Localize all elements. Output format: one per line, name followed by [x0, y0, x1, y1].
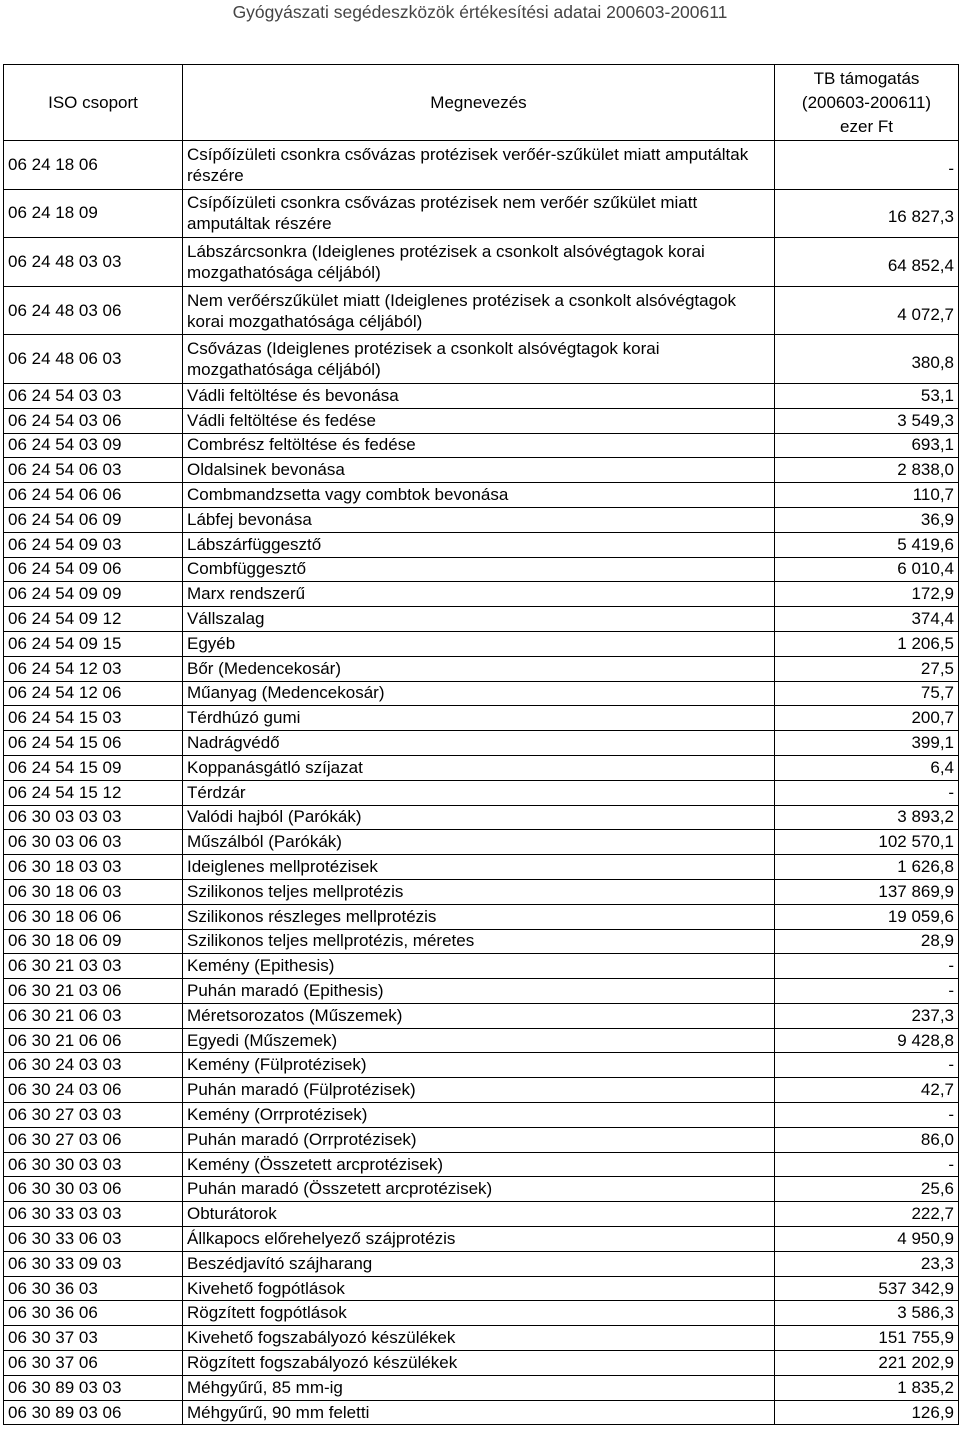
cell-name: Műszálból (Parókák) [183, 830, 775, 855]
cell-name: Bőr (Medencekosár) [183, 656, 775, 681]
header-name: Megnevezés [183, 65, 775, 141]
cell-value: 137 869,9 [775, 879, 959, 904]
table-row [4, 557, 959, 582]
page-title: Gyógyászati segédeszközök értékesítési adatai 200603-200611 [232, 2, 728, 22]
cell-name: Kivehető fogszabályozó készülékek [183, 1326, 775, 1351]
cell-value: - [775, 1103, 959, 1128]
cell-value: 5 419,6 [775, 532, 959, 557]
header-value [775, 65, 959, 141]
cell-value: 126,9 [775, 1400, 959, 1425]
cell-name: Puhán maradó (Összetett arcprotézisek) [183, 1177, 775, 1202]
cell-iso: 06 30 21 06 03 [4, 1003, 183, 1028]
table-row [4, 954, 959, 979]
cell-iso: 06 30 18 06 09 [4, 929, 183, 954]
cell-value: - [775, 1053, 959, 1078]
table-row [4, 532, 959, 557]
cell-name: Térdhúzó gumi [183, 706, 775, 731]
cell-value: 237,3 [775, 1003, 959, 1028]
cell-iso: 06 30 33 03 03 [4, 1202, 183, 1227]
cell-iso: 06 24 54 09 03 [4, 532, 183, 557]
cell-iso: 06 24 54 06 09 [4, 507, 183, 532]
cell-value: 222,7 [775, 1202, 959, 1227]
cell-iso: 06 24 54 12 06 [4, 681, 183, 706]
cell-iso: 06 30 03 03 03 [4, 805, 183, 830]
cell-name: Szilikonos részleges mellprotézis [183, 904, 775, 929]
cell-name: Lábszárfüggesztő [183, 532, 775, 557]
cell-iso: 06 24 54 12 03 [4, 656, 183, 681]
cell-name: Combrész feltöltése és fedése [183, 433, 775, 458]
table-row [4, 656, 959, 681]
cell-name: Kemény (Epithesis) [183, 954, 775, 979]
cell-name: Műanyag (Medencekosár) [183, 681, 775, 706]
cell-name: Szilikonos teljes mellprotézis, méretes [183, 929, 775, 954]
cell-value: 110,7 [775, 483, 959, 508]
table-row [4, 631, 959, 656]
cell-name: Valódi hajból (Parókák) [183, 805, 775, 830]
cell-name: Szilikonos teljes mellprotézis [183, 879, 775, 904]
cell-value: 1 206,5 [775, 631, 959, 656]
cell-value: 27,5 [775, 656, 959, 681]
sales-table [3, 64, 959, 1425]
cell-value: - [775, 1152, 959, 1177]
cell-iso: 06 30 03 06 03 [4, 830, 183, 855]
cell-iso: 06 24 48 03 06 [4, 286, 183, 335]
cell-value: 693,1 [775, 433, 959, 458]
table-row [4, 1276, 959, 1301]
cell-iso: 06 24 54 09 15 [4, 631, 183, 656]
cell-iso: 06 24 54 06 03 [4, 458, 183, 483]
cell-value: 19 059,6 [775, 904, 959, 929]
cell-value: 102 570,1 [775, 830, 959, 855]
table-row [4, 582, 959, 607]
cell-name: Egyéb [183, 631, 775, 656]
cell-name: Térdzár [183, 780, 775, 805]
cell-iso: 06 24 54 03 09 [4, 433, 183, 458]
cell-value: 374,4 [775, 607, 959, 632]
cell-name: Puhán maradó (Orrprotézisek) [183, 1127, 775, 1152]
cell-name: Vállszalag [183, 607, 775, 632]
cell-iso: 06 30 27 03 06 [4, 1127, 183, 1152]
table-row [4, 1375, 959, 1400]
cell-name: Beszédjavító szájharang [183, 1251, 775, 1276]
cell-name: Rögzített fogszabályozó készülékek [183, 1351, 775, 1376]
table-row [4, 286, 959, 335]
header-iso: ISO csoport [4, 65, 183, 141]
cell-value: 64 852,4 [775, 238, 959, 287]
cell-iso: 06 24 54 09 12 [4, 607, 183, 632]
cell-name: Csípőízületi csonkra csővázas protézisek nem verőér szűkület miatt amputáltak részére [183, 189, 775, 238]
cell-iso: 06 30 24 03 03 [4, 1053, 183, 1078]
cell-value: 25,6 [775, 1177, 959, 1202]
table-row [4, 1400, 959, 1425]
table-row [4, 1127, 959, 1152]
cell-value: 1 626,8 [775, 855, 959, 880]
table-row [4, 879, 959, 904]
cell-name: Kivehető fogpótlások [183, 1276, 775, 1301]
cell-name: Ideiglenes mellprotézisek [183, 855, 775, 880]
cell-value: 221 202,9 [775, 1351, 959, 1376]
table-row [4, 755, 959, 780]
table-row [4, 141, 959, 190]
table-row [4, 1053, 959, 1078]
table-row [4, 1301, 959, 1326]
table-row [4, 189, 959, 238]
table-row [4, 483, 959, 508]
cell-value: 75,7 [775, 681, 959, 706]
table-row [4, 433, 959, 458]
table-row [4, 1152, 959, 1177]
cell-name: Lábszárcsonkra (Ideiglenes protézisek a csonkolt alsóvégtagok korai mozgathatósága céljából) [183, 238, 775, 287]
cell-iso: 06 30 36 03 [4, 1276, 183, 1301]
table-row [4, 979, 959, 1004]
table-row [4, 1028, 959, 1053]
table-row [4, 1227, 959, 1252]
cell-value: 23,3 [775, 1251, 959, 1276]
cell-iso: 06 24 18 09 [4, 189, 183, 238]
cell-name: Rögzített fogpótlások [183, 1301, 775, 1326]
cell-name: Combfüggesztő [183, 557, 775, 582]
cell-iso: 06 30 30 03 03 [4, 1152, 183, 1177]
cell-value: 3 893,2 [775, 805, 959, 830]
cell-iso: 06 24 54 03 03 [4, 383, 183, 408]
cell-iso: 06 30 27 03 03 [4, 1103, 183, 1128]
cell-value: 537 342,9 [775, 1276, 959, 1301]
cell-iso: 06 30 18 03 03 [4, 855, 183, 880]
cell-iso: 06 30 18 06 06 [4, 904, 183, 929]
cell-iso: 06 24 48 06 03 [4, 335, 183, 384]
header-value-line2: (200603-200611) [801, 92, 932, 112]
cell-iso: 06 24 54 09 09 [4, 582, 183, 607]
cell-name: Állkapocs előrehelyező szájprotézis [183, 1227, 775, 1252]
cell-value: 3 586,3 [775, 1301, 959, 1326]
cell-iso: 06 30 18 06 03 [4, 879, 183, 904]
table-header-row [4, 65, 959, 141]
cell-value: 6,4 [775, 755, 959, 780]
cell-name: Csővázas (Ideiglenes protézisek a csonkolt alsóvégtagok korai mozgathatósága céljából) [183, 335, 775, 384]
cell-value: 380,8 [775, 335, 959, 384]
cell-name: Kemény (Orrprotézisek) [183, 1103, 775, 1128]
table-row [4, 706, 959, 731]
cell-name: Méretsorozatos (Műszemek) [183, 1003, 775, 1028]
table-row [4, 731, 959, 756]
cell-value: 36,9 [775, 507, 959, 532]
cell-value: - [775, 780, 959, 805]
cell-value: 9 428,8 [775, 1028, 959, 1053]
table-row [4, 408, 959, 433]
cell-value: 399,1 [775, 731, 959, 756]
cell-iso: 06 30 21 03 03 [4, 954, 183, 979]
cell-iso: 06 30 21 06 06 [4, 1028, 183, 1053]
cell-value: 151 755,9 [775, 1326, 959, 1351]
table-row [4, 904, 959, 929]
cell-name: Marx rendszerű [183, 582, 775, 607]
table-row [4, 507, 959, 532]
table-row [4, 805, 959, 830]
cell-value: 86,0 [775, 1127, 959, 1152]
cell-value: 6 010,4 [775, 557, 959, 582]
cell-iso: 06 24 54 09 06 [4, 557, 183, 582]
cell-value: 28,9 [775, 929, 959, 954]
table-row [4, 929, 959, 954]
cell-iso: 06 30 37 03 [4, 1326, 183, 1351]
cell-iso: 06 30 33 09 03 [4, 1251, 183, 1276]
cell-value: 4 950,9 [775, 1227, 959, 1252]
table-row [4, 1202, 959, 1227]
table-row [4, 1326, 959, 1351]
cell-value: 200,7 [775, 706, 959, 731]
cell-value: 172,9 [775, 582, 959, 607]
cell-iso: 06 30 89 03 03 [4, 1375, 183, 1400]
cell-name: Nadrágvédő [183, 731, 775, 756]
cell-value: 1 835,2 [775, 1375, 959, 1400]
table-row [4, 458, 959, 483]
cell-name: Méhgyűrű, 90 mm feletti [183, 1400, 775, 1425]
cell-iso: 06 30 24 03 06 [4, 1078, 183, 1103]
table-body [4, 141, 959, 1425]
cell-value: 53,1 [775, 383, 959, 408]
cell-iso: 06 30 36 06 [4, 1301, 183, 1326]
cell-name: Kemény (Összetett arcprotézisek) [183, 1152, 775, 1177]
table-row [4, 1103, 959, 1128]
table-row [4, 830, 959, 855]
header-value-line3: ezer Ft [840, 116, 893, 136]
table-row [4, 855, 959, 880]
cell-name: Lábfej bevonása [183, 507, 775, 532]
cell-name: Kemény (Fülprotézisek) [183, 1053, 775, 1078]
cell-name: Puhán maradó (Fülprotézisek) [183, 1078, 775, 1103]
cell-name: Csípőízületi csonkra csővázas protézisek verőér-szűkület miatt amputáltak részére [183, 141, 775, 190]
cell-iso: 06 24 54 15 12 [4, 780, 183, 805]
table-row [4, 335, 959, 384]
cell-iso: 06 30 30 03 06 [4, 1177, 183, 1202]
cell-value: 4 072,7 [775, 286, 959, 335]
cell-value: - [775, 141, 959, 190]
cell-iso: 06 24 54 06 06 [4, 483, 183, 508]
table-row [4, 1003, 959, 1028]
table-row [4, 1251, 959, 1276]
table-row [4, 607, 959, 632]
cell-name: Oldalsinek bevonása [183, 458, 775, 483]
cell-name: Combmandzsetta vagy combtok bevonása [183, 483, 775, 508]
cell-iso: 06 24 54 15 06 [4, 731, 183, 756]
table-row [4, 1078, 959, 1103]
header-value-line1: TB támogatás [813, 68, 920, 88]
cell-iso: 06 24 54 15 03 [4, 706, 183, 731]
cell-iso: 06 30 89 03 06 [4, 1400, 183, 1425]
table-row [4, 238, 959, 287]
cell-iso: 06 24 54 03 06 [4, 408, 183, 433]
cell-value: 3 549,3 [775, 408, 959, 433]
cell-value: 2 838,0 [775, 458, 959, 483]
cell-iso: 06 24 18 06 [4, 141, 183, 190]
cell-value: - [775, 954, 959, 979]
cell-iso: 06 30 33 06 03 [4, 1227, 183, 1252]
cell-iso: 06 30 21 03 06 [4, 979, 183, 1004]
table-row [4, 780, 959, 805]
cell-iso: 06 24 54 15 09 [4, 755, 183, 780]
cell-name: Egyedi (Műszemek) [183, 1028, 775, 1053]
cell-iso: 06 24 48 03 03 [4, 238, 183, 287]
cell-name: Vádli feltöltése és bevonása [183, 383, 775, 408]
cell-value: 16 827,3 [775, 189, 959, 238]
cell-name: Méhgyűrű, 85 mm-ig [183, 1375, 775, 1400]
table-row [4, 1177, 959, 1202]
cell-name: Puhán maradó (Epithesis) [183, 979, 775, 1004]
cell-value: - [775, 979, 959, 1004]
cell-value: 42,7 [775, 1078, 959, 1103]
cell-name: Obturátorok [183, 1202, 775, 1227]
table-row [4, 681, 959, 706]
table-row [4, 1351, 959, 1376]
cell-name: Vádli feltöltése és fedése [183, 408, 775, 433]
cell-iso: 06 30 37 06 [4, 1351, 183, 1376]
cell-name: Nem verőérszűkület miatt (Ideiglenes protézisek a csonkolt alsóvégtagok korai mozgathatósága céljából) [183, 286, 775, 335]
table-row [4, 383, 959, 408]
cell-name: Koppanásgátló szíjazat [183, 755, 775, 780]
